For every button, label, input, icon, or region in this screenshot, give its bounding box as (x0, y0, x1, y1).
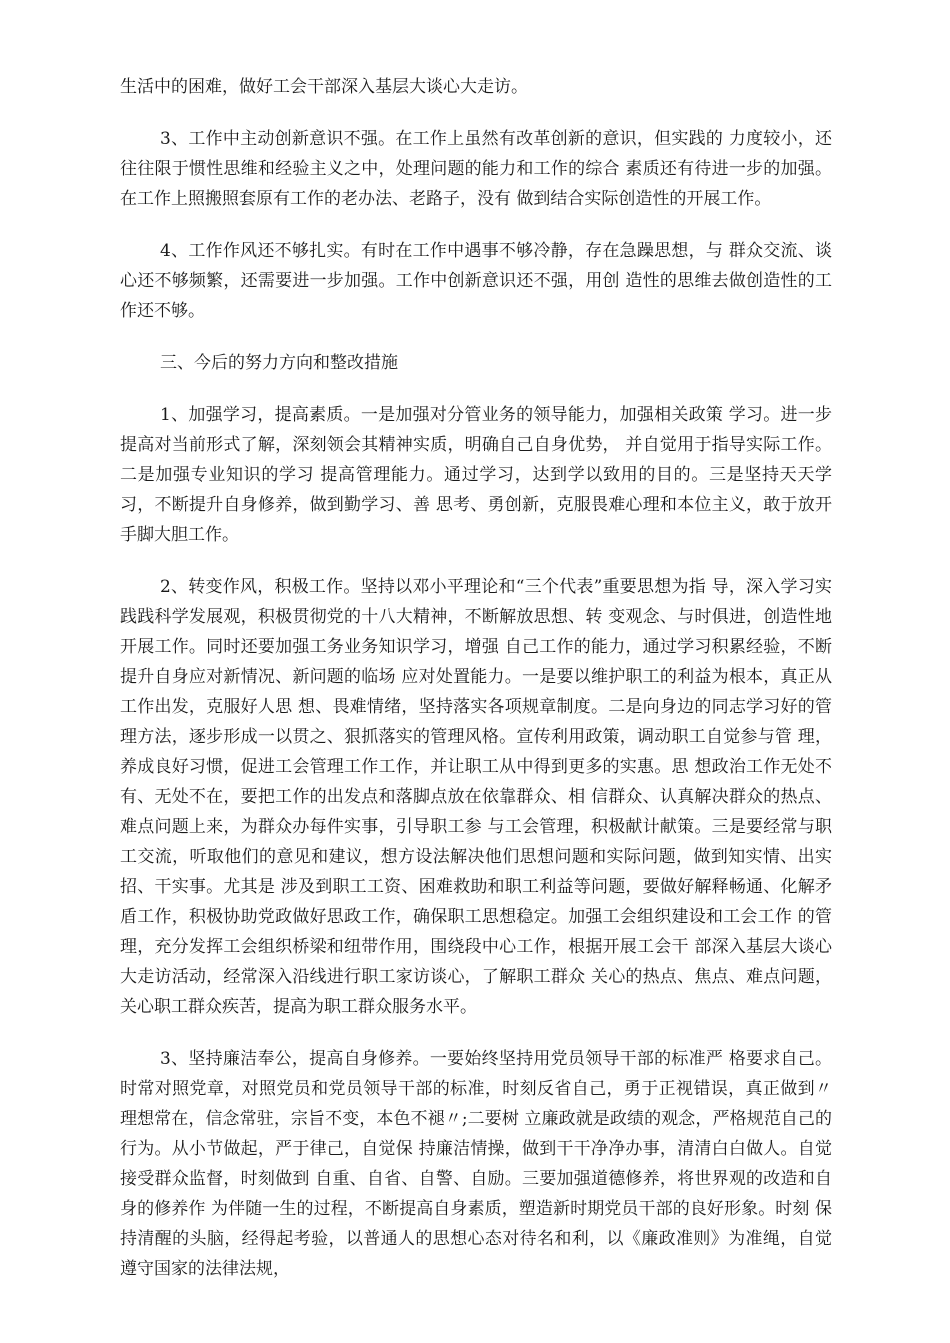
paragraph-continuation: 生活中的困难，做好工会干部深入基层大谈心大走访。 (120, 77, 528, 97)
paragraph-item-4-work-style: 4、工作作风还不够扎实。有时在工作中遇事不够冷静，存在急躁思想，与 群众交流、谈心还不够频繁，还需要进一步加强。工作中创新意识还不强，用创 造性的思维去做创造性的工作还不够。 (120, 241, 832, 321)
paragraph-measure-1-study: 1、加强学习，提高素质。一是加强对分管业务的领导能力，加强相关政策 学习。进一步提高对当前形式了解，深刻领会其精神实质，明确自己自身优势， 并自觉用于指导实际工作。二是加强专业知识的学习 提高管理能力。通过学习，达到学以致用的目的。三是坚持天天学习，不断提升自身修养，做到勤学习、善 思考、勇创新，克服畏难心理和本位主义，敢于放开手脚大胆工作。 (120, 405, 832, 545)
paragraph-measure-3-integrity: 3、坚持廉洁奉公，提高自身修养。一要始终坚持用党员领导干部的标准严 格要求自己。时常对照党章，对照党员和党员领导干部的标准，时刻反省自己，勇于正视错误，真正做到〃理想常在，信念常驻，宗旨不变，本色不褪〃;二要树 立廉政就是政绩的观念，严格规范自己的行为。从小节做起，严于律己，自觉保 持廉洁情操，做到干干净净办事，清清白白做人。自觉接受群众监督，时刻做到 自重、自省、自警、自励。三要加强道德修养，将世界观的改造和自身的修养作 为伴随一生的过程，不断提高自身素质，塑造新时期党员干部的良好形象。时刻 保持清醒的头脑，经得起考验，以普通人的思想心态对待名和利，以《廉政准则》为准绳，自觉遵守国家的法律法规， (120, 1049, 832, 1279)
paragraph-measure-2-style: 2、转变作风，积极工作。坚持以邓小平理论和“三个代表”重要思想为指 导，深入学习实践践科学发展观，积极贯彻党的十八大精神，不断解放思想、转 变观念、与时俱进，创造性地开展工作。同时还要加强工务业务知识学习，增强 自己工作的能力，通过学习积累经验，不断提升自身应对新情况、新问题的临场 应对处置能力。一是要以维护职工的利益为根本，真正从工作出发，克服好人思 想、畏难情绪，坚持落实各项规章制度。二是向身边的同志学习好的管理方法，逐步形成一以贯之、狠抓落实的管理风格。宣传利用政策，调动职工自觉参与管 理，养成良好习惯，促进工会管理工作工作，并让职工从中得到更多的实惠。思 想政治工作无处不有、无处不在，要把工作的出发点和落脚点放在依靠群众、相 信群众、认真解决群众的热点、难点问题上来，为群众办每件实事，引导职工参 与工会管理，积极献计献策。三是要经常与职工交流，听取他们的意见和建议，想方设法解决他们思想问题和实际问题，做到知实情、出实招、干实事。尤其是 涉及到职工工资、困难救助和职工利益等问题，要做好解释畅通、化解矛盾工作，积极协助党政做好思政工作，确保职工思想稳定。加强工会组织建设和工会工作 的管理，充分发挥工会组织桥梁和纽带作用，围绕段中心工作，根据开展工会干 部深入基层大谈心大走访活动，经常深入沿线进行职工家访谈心，了解职工群众 关心的热点、焦点、难点问题，关心职工群众疾苦，提高为职工群众服务水平。 (120, 577, 832, 1017)
paragraph-item-3-innovation: 3、工作中主动创新意识不强。在工作上虽然有改革创新的意识，但实践的 力度较小，还往往限于惯性思维和经验主义之中，处理问题的能力和工作的综合 素质还有待进一步的加强。在工作上照搬照套原有工作的老办法、老路子，没有 做到结合实际创造性的开展工作。 (120, 129, 832, 209)
section-heading: 三、今后的努力方向和整改措施 (160, 353, 398, 373)
document-body (120, 72, 832, 1306)
